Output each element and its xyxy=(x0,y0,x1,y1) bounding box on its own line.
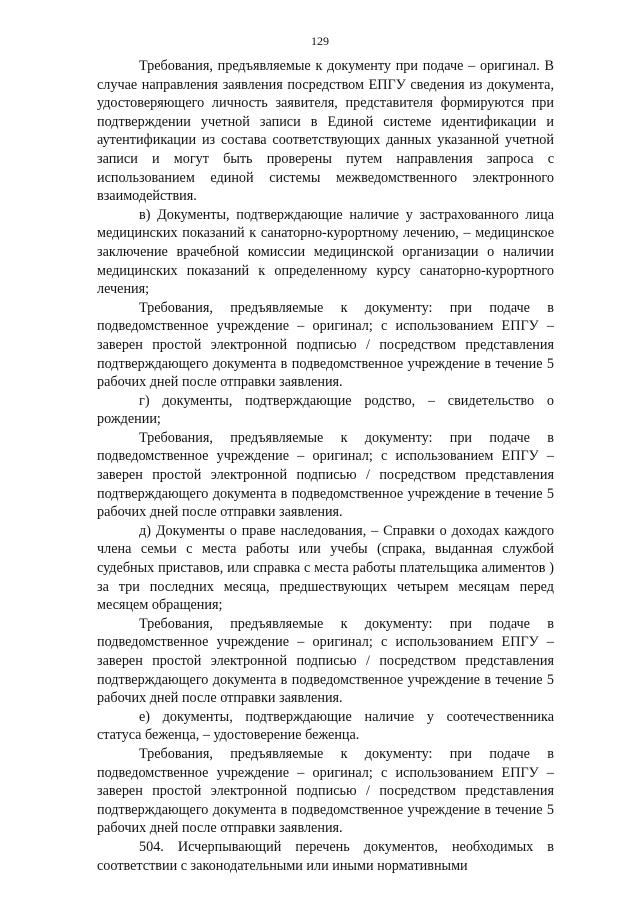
paragraph-requirements-e: Требования, предъявляемые к документу: при подаче в подведомственное учреждение – оригинал; с использованием ЕПГУ – заверен простой электронной подписью / посредством представления подтверждающего документа в подведомственное учреждение в течение 5 рабочих дней после отправки заявления. xyxy=(97,745,554,837)
paragraph-item-d-inheritance: д) Документы о праве наследования, – Справки о доходах каждого члена семьи с места работы или учебы (спрака, выданная службой судебных приставов, или справка с места работы плательщика алиментов ) за три последних месяца, предшествующих четырем месяцам перед месяцем обращения; xyxy=(97,522,554,614)
paragraph-item-504: 504. Исчерпывающий перечень документов, необходимых в соответствии с законодательными или иными нормативными xyxy=(97,838,554,874)
paragraph-requirements-original: Требования, предъявляемые к документу при подаче – оригинал. В случае направления заявления посредством ЕПГУ сведения из документа, удостоверяющего личность заявителя, представителя формируются при подтверждении учетной записи в Единой системе идентификации и аутентификации из состава соответствующих данных указанной учетной записи и могут быть проверены путем направления запроса с использованием единой системы межведомственного электронного взаимодействия. xyxy=(97,58,554,205)
paragraph-item-g-kinship: г) документы, подтверждающие родство, – свидетельство о рождении; xyxy=(97,392,554,428)
paragraph-requirements-g: Требования, предъявляемые к документу: при подаче в подведомственное учреждение – оригинал; с использованием ЕПГУ – заверен простой электронной подписью / посредством представления подтверждающего документа в подведомственное учреждение в течение 5 рабочих дней после отправки заявления. xyxy=(97,429,554,521)
document-body xyxy=(97,57,554,875)
paragraph-item-e-refugee: е) документы, подтверждающие наличие у соотечественника статуса беженца, – удостоверение беженца. xyxy=(97,708,554,744)
paragraph-requirements-v: Требования, предъявляемые к документу: при подаче в подведомственное учреждение – оригинал; с использованием ЕПГУ – заверен простой электронной подписью / посредством представления подтверждающего документа в подведомственное учреждение в течение 5 рабочих дней после отправки заявления. xyxy=(97,299,554,391)
page-number: 129 xyxy=(311,34,329,48)
paragraph-requirements-d: Требования, предъявляемые к документу: при подаче в подведомственное учреждение – оригинал; с использованием ЕПГУ – заверен простой электронной подписью / посредством представления подтверждающего документа в подведомственное учреждение в течение 5 рабочих дней после отправки заявления. xyxy=(97,615,554,707)
paragraph-item-v-medical: в) Документы, подтверждающие наличие у застрахованного лица медицинских показаний к санаторно-курортному лечению, – медицинское заключение врачебной комиссии медицинской организации о наличии медицинских показаний к определенному курсу санаторно-курортного лечения; xyxy=(97,206,554,298)
